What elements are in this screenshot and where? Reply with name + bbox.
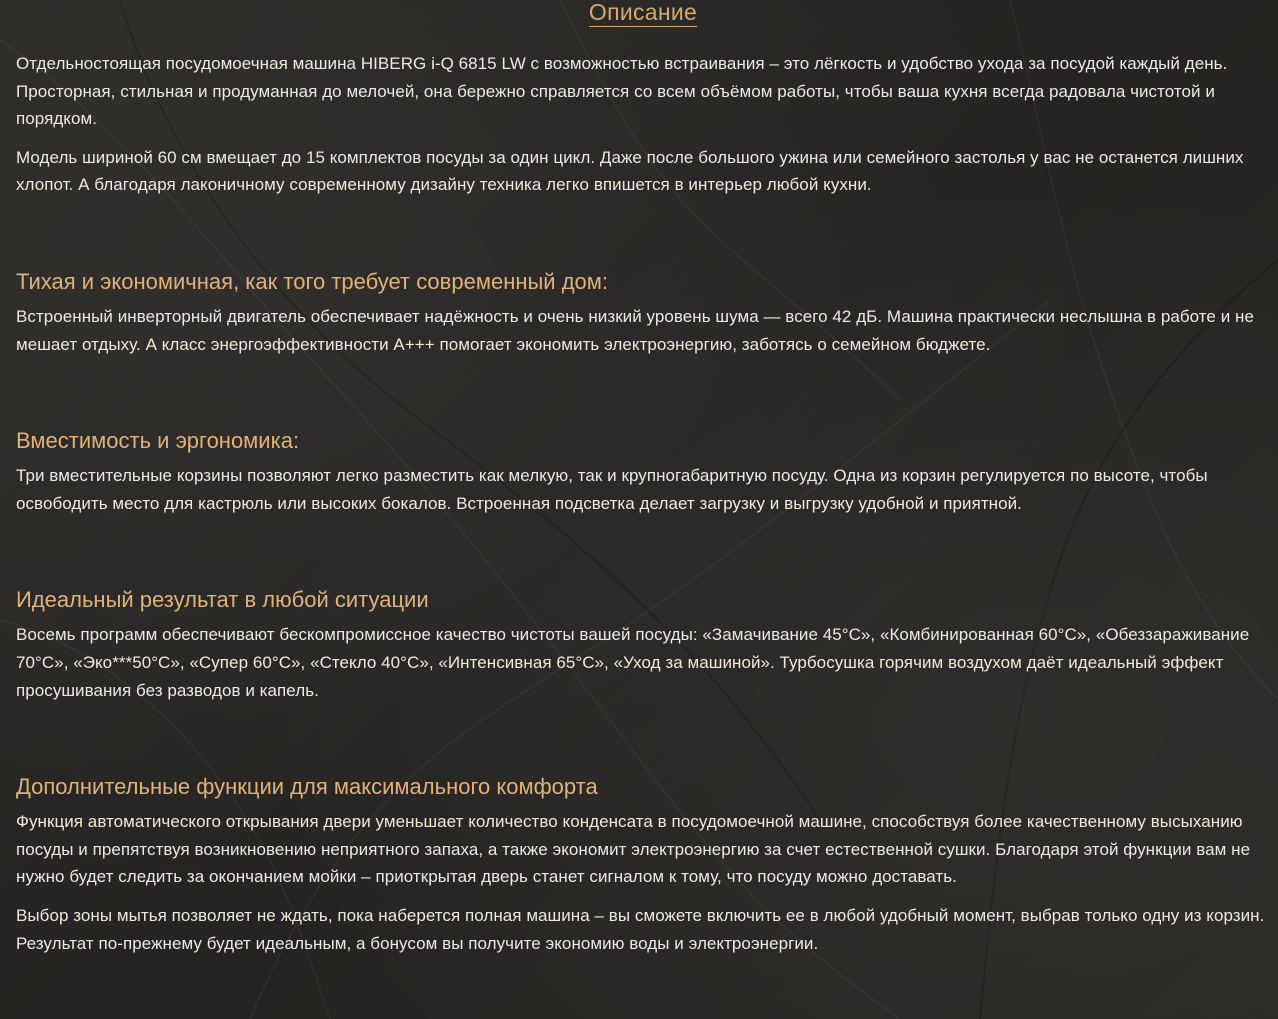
section-paragraph: Восемь программ обеспечивают бескомпромиссное качество чистоты вашей посуды: «Замачивание 45°С», «Комбинированная 60°С», «Обеззараживание 70°С», «Эко***50°С», «Супер 60°С», «Стекло 40°С», «Интенсивная 65°С», «Уход за машиной». Турбосушка горячим воздухом даёт идеальный эффект просушивания без разводов и капель. bbox=[16, 625, 1250, 700]
page-title: Описание bbox=[588, 0, 698, 25]
section-paragraph: Функция автоматического открывания двери уменьшает количество конденсата в посудомоечной машине, способствуя более качественному высыханию посуды и препятствуя возникновению неприятного запаха, а также экономит электроэнергию за счет естественной сушки. Благодаря этой функции вам не нужно будет следить за окончанием мойки – приоткрытая дверь станет сигналом к тому, что посуду можно доставать. bbox=[16, 812, 1251, 887]
section-heading-quiet: Тихая и экономичная, как того требует современный дом: bbox=[16, 268, 609, 294]
section-heading-extra-functions: Дополнительные функции для максимального комфорта bbox=[16, 774, 598, 800]
intro-paragraph: Модель шириной 60 см вмещает до 15 комплектов посуды за один цикл. Даже после большого ужина или семейного застолья у вас не останется лишних хлопот. А благодаря лаконичному современному дизайну техника легко впишется в интерьер любой кухни. bbox=[16, 147, 1244, 195]
section-heading-capacity: Вместимость и эргономика: bbox=[16, 428, 300, 454]
section-heading-results: Идеальный результат в любой ситуации bbox=[16, 587, 429, 613]
section-paragraph: Встроенный инверторный двигатель обеспечивает надёжность и очень низкий уровень шума — всего 42 дБ. Машина практически неслышна в работе и не мешает отдыху. А класс энергоэффективности A+++ помогает экономить электроэнергию, заботясь о семейном бюджете. bbox=[16, 306, 1254, 354]
section-paragraph: Три вместительные корзины позволяют легко разместить как мелкую, так и крупногабаритную посуду. Одна из корзин регулируется по высоте, чтобы освободить место для кастрюль или высоких бокалов. Встроенная подсветка делает загрузку и выгрузку удобной и приятной. bbox=[16, 466, 1208, 513]
intro-paragraph: Отдельностоящая посудомоечная машина HIBERG i-Q 6815 LW с возможностью встраивания – это лёгкость и удобство ухода за посудой каждый день. Просторная, стильная и продуманная до мелочей, она бережно справляется со всем объёмом работы, чтобы ваша кухня всегда радовала чистотой и порядком. bbox=[16, 54, 1228, 129]
section-paragraph: Выбор зоны мытья позволяет не ждать, пока наберется полная машина – вы сможете включить ее в любой удобный момент, выбрав только одну из корзин. Результат по-прежнему будет идеальным, а бонусом вы получите экономию воды и электроэнергии. bbox=[16, 905, 1265, 953]
title-wrapper bbox=[16, 0, 1270, 34]
